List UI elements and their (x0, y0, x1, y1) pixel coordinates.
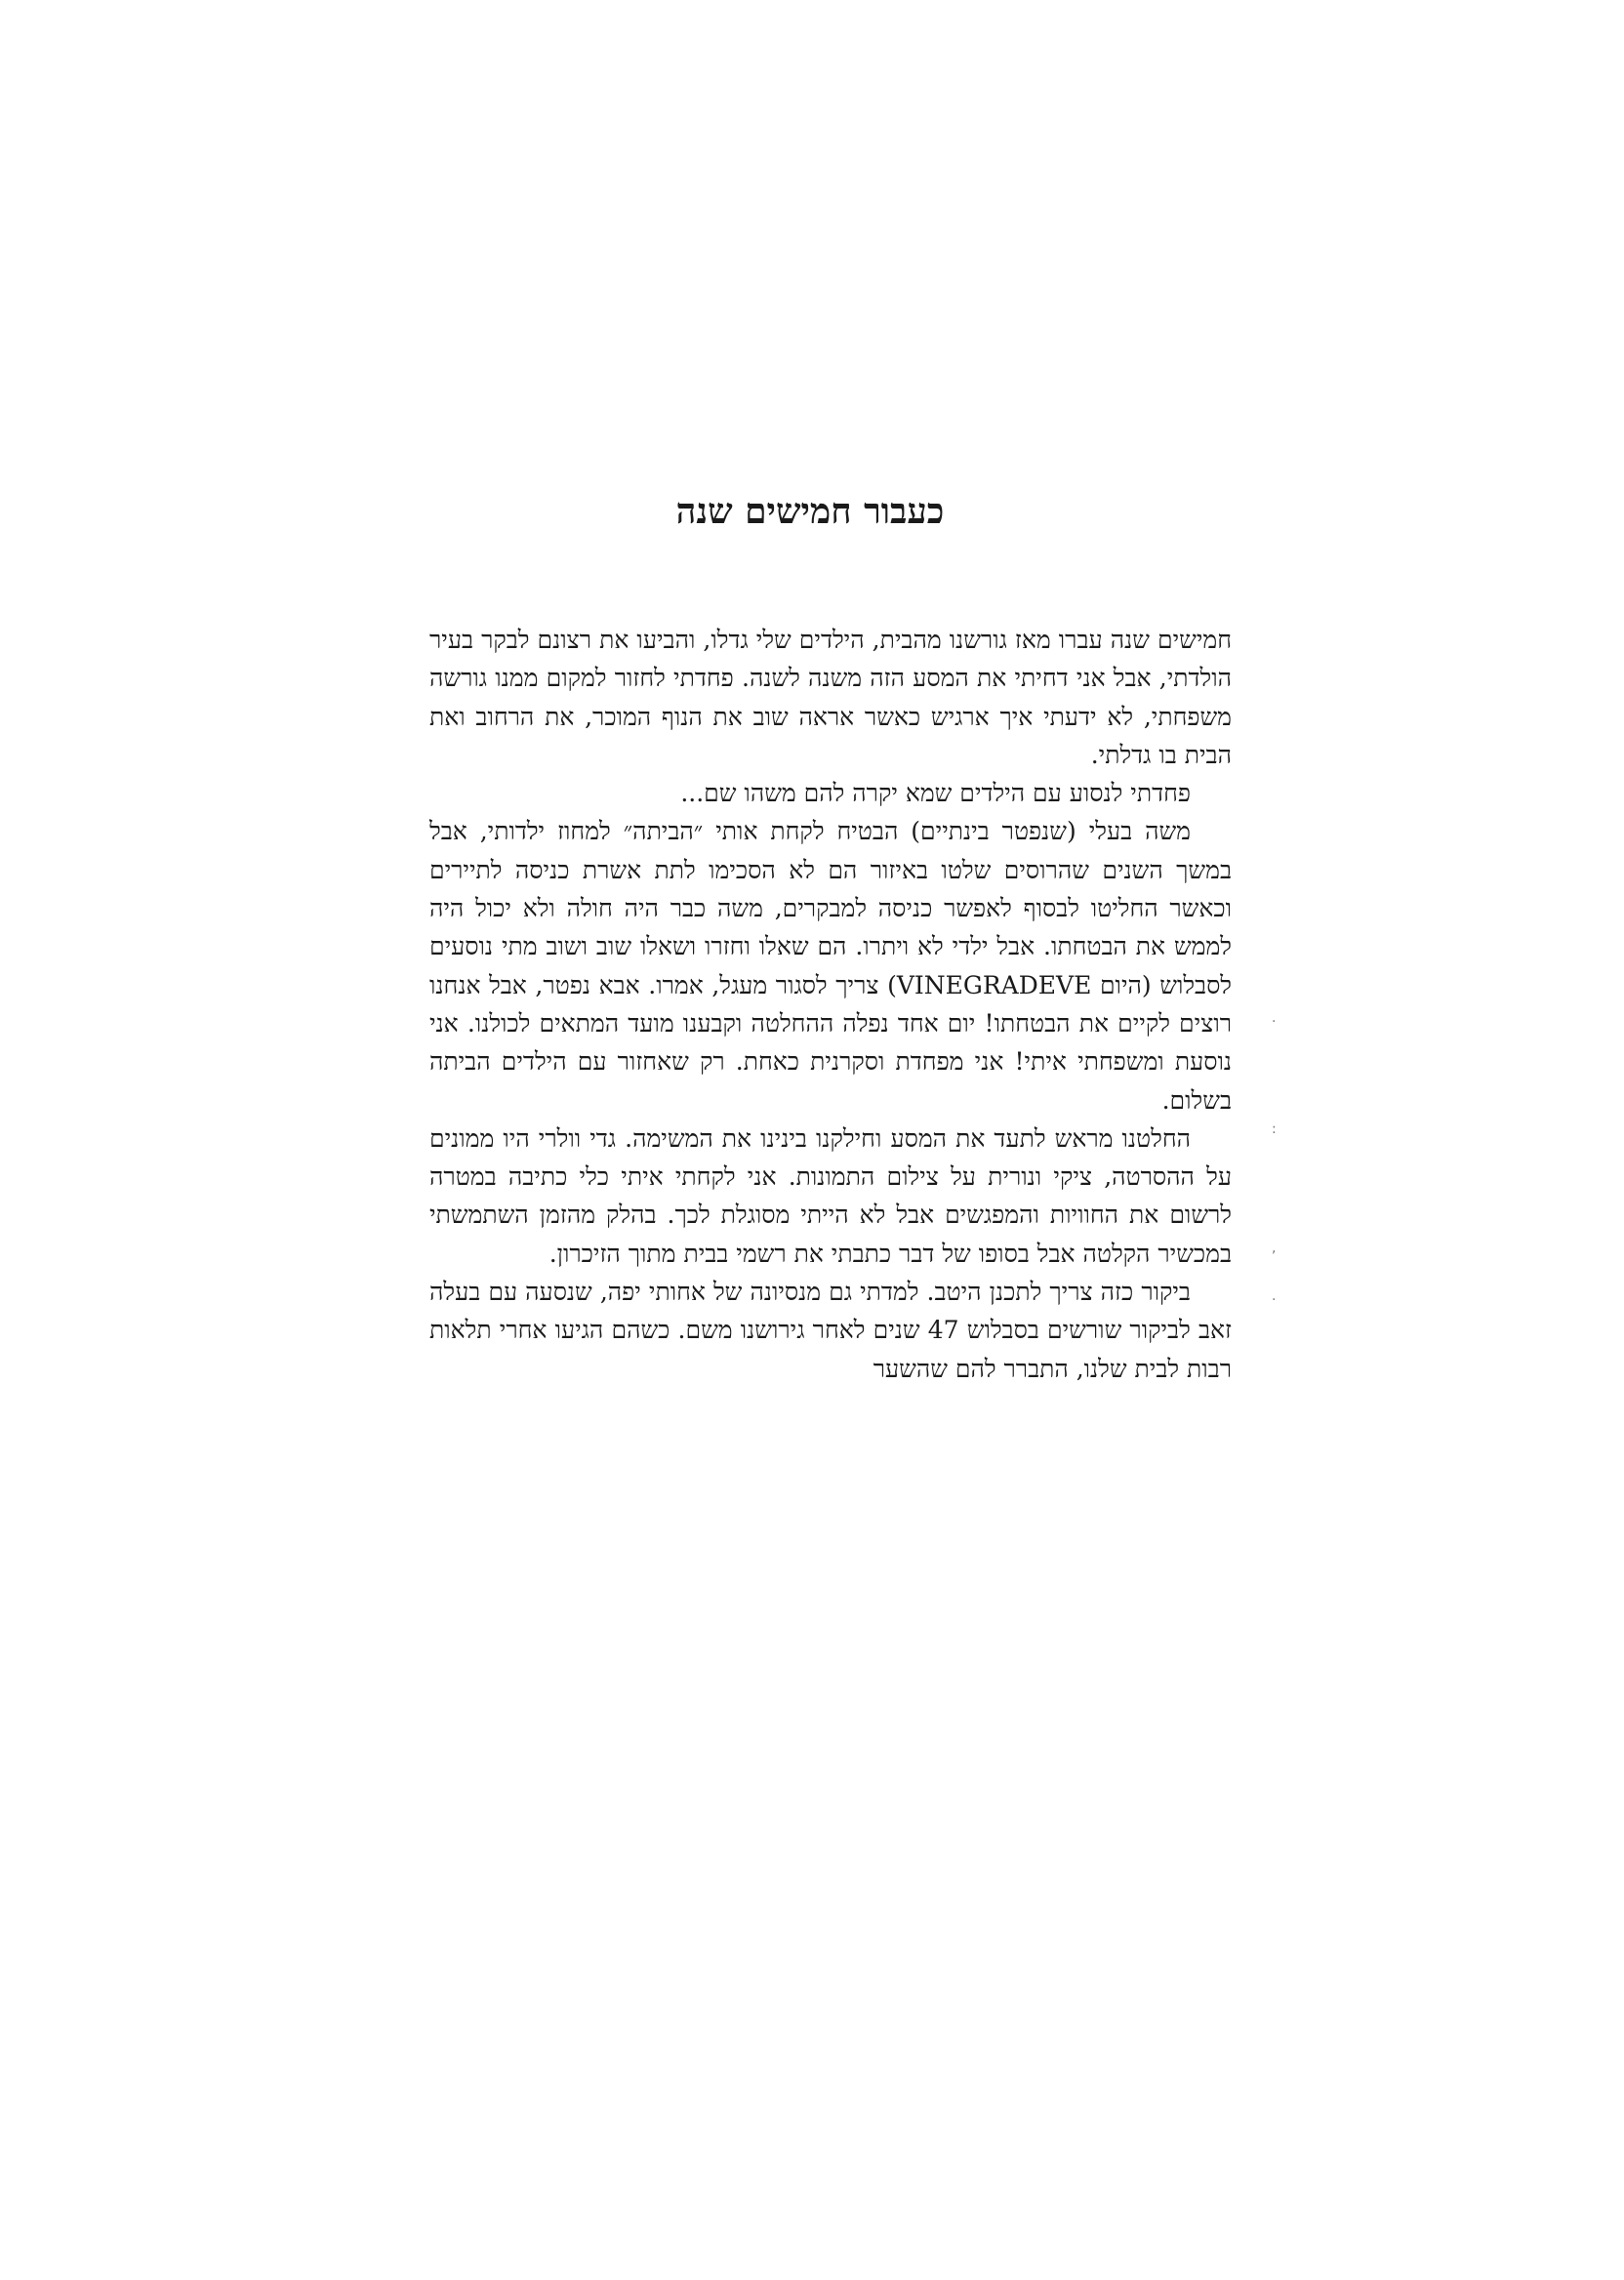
paragraph-2: פחדתי לנסוע עם הילדים שמא יקרה להם משהו שם... (680, 779, 1191, 808)
paragraph-3: משה בעלי (שנפטר בינתיים) הבטיח לקחת אותי ״הביתה״ למחוז ילדותי, אבל במשך השנים שהרוסים שלטו באיזור הם לא הסכימו לתת אשרת כניסה לתיירים וכאשר החליטו לבסוף לאפשר כניסה למבקרים, משה כבר היה חולה ולא יכול היה לממש את הבטחתו. אבל ילדי לא ויתרו. הם שאלו וחזרו ושאלו שוב ושוב מתי נוסעים לסבלוש (היום VINEGRADEVE) צריך לסגור מעגל, אמרו. אבא נפטר, אבל אנחנו רוצים לקיים את הבטחתו! יום אחד נפלה ההחלטה וקבענו מועד המתאים לכולנו. אני נוסעת ומשפחתי איתי! אני מפחדת וסקרנית כאחת. רק שאחזור עם הילדים הביתה בשלום. (429, 817, 1232, 1115)
scan-mark: : (1272, 1121, 1277, 1137)
paragraph-1: חמישים שנה עברו מאז גורשנו מהבית, הילדים שלי גדלו, והביעו את רצונם לבקר בעיר הולדתי, אבל אני דחיתי את המסע הזה משנה לשנה. פחדתי לחזור למקום ממנו גורשה משפחתי, לא ידעתי איך ארגיש כאשר אראה שוב את הנוף המוכר, את הרחוב ואת הבית בו גדלתי. (429, 626, 1232, 769)
scan-mark: , (1272, 1241, 1277, 1256)
scan-mark: · (1272, 1292, 1277, 1308)
body-text (429, 621, 1232, 1388)
paragraph-5: ביקור כזה צריך לתכנן היטב. למדתי גם מנסיונה של אחותי יפה, שנסעה עם בעלה זאב לביקור שורשים בסבלוש 47 שנים לאחר גירושנו משם. כשהם הגיעו אחרי תלאות רבות לבית שלנו, התברר להם שהשער (429, 1278, 1232, 1383)
paragraph-4: החלטנו מראש לתעד את המסע וחילקנו בינינו את המשימה. גדי וולרי היו ממונים על ההסרטה, ציקי ונורית על צילום התמונות. אני לקחתי איתי כלי כתיבה במטרה לרשום את החוויות והמפגשים אבל לא הייתי מסוגלת לכך. בהלק מהזמן השתמשתי במכשיר הקלטה אבל בסופו של דבר כתבתי את רשמי בבית מתוך הזיכרון. (429, 1123, 1232, 1268)
document-title: כעבור חמישים שנה (675, 491, 945, 532)
scan-mark: · (1272, 1014, 1277, 1030)
